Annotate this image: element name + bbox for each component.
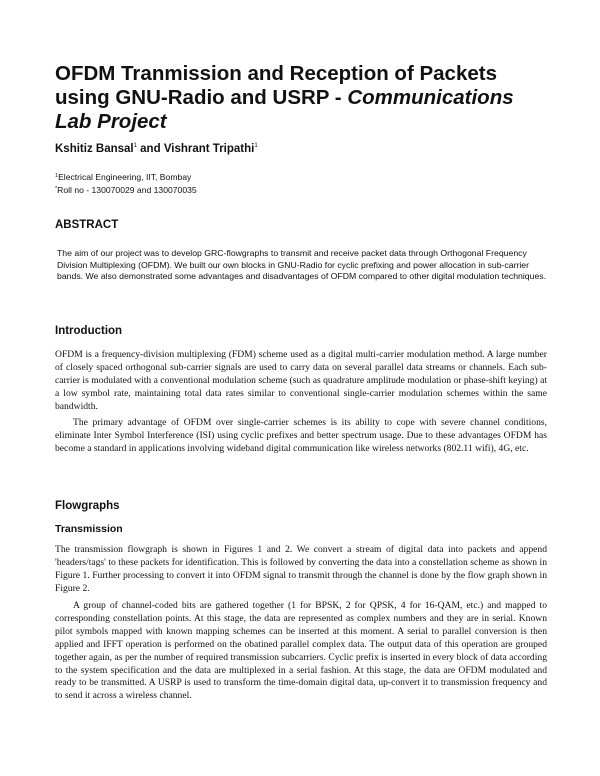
body-paragraph: A group of channel-coded bits are gathered together (1 for BPSK, 2 for QPSK, 4 for 16-QAM, etc.) and mapped to corresponding constellation points. At this stage, the data are represented as complex numbers and they are in serial. Known pilot symbols mapped with known mapping schemes can be inserted at this moment. A serial to parallel conversion is then applied and IFFT operation is performed on the obatined parallel complex data. The output data of this operation are grouped together again, as per the number of required transmission subcarriers. Cyclic prefix is inserted in every block of data according to the system specification and the data are multiplexed in a serial fashion. At this stage, the data are OFDM modulated and ready to be transmitted. A USRP is used to transform the time-domain digital data, up-convert it to transmission frequency and to send it across a wireless channel.: [55, 600, 547, 702]
title-italic: Communications Lab Project: [55, 86, 514, 133]
title-main: OFDM Tranmission and Reception of Packets using GNU-Radio and USRP -: [55, 62, 497, 109]
affiliations: [55, 171, 197, 196]
author-line: [55, 143, 258, 155]
affiliation-mark: *: [55, 185, 58, 192]
author-conjunction: and: [140, 143, 161, 155]
affiliation-text: Roll no - 130070029 and 130070035: [57, 184, 197, 195]
author-name: Kshitiz Bansal: [55, 143, 134, 155]
body-paragraph: The transmission flowgraph is shown in Figures 1 and 2. We convert a stream of digital data into packets and append 'headers/tags' to these packets for identification. This is followed by converting the data into a constellation scheme as shown in Figure 1. Further processing to convert it into OFDM signal to transmit through the channel is done by the flow graph shown in Figure 2.: [55, 544, 547, 594]
affiliation-text: Electrical Engineering, IIT, Bombay: [58, 172, 192, 182]
affiliation-line: [55, 171, 197, 184]
abstract-heading: ABSTRACT: [55, 219, 119, 231]
paper-title: [55, 62, 555, 134]
introduction-heading: Introduction: [55, 325, 123, 337]
affiliation-mark: 1: [55, 173, 59, 179]
affiliation-line: [55, 184, 197, 197]
author-affiliation-mark: 1: [254, 143, 258, 149]
body-paragraph: OFDM is a frequency-division multiplexing (FDM) scheme used as a digital multi-carrier modulation method. A large number of closely spaced orthogonal sub-carrier signals are used to carry data on several parallel data streams or channels. Each sub-carrier is modulated with a conventional modulation scheme (such as quadrature amplitude modulation or phase-shift keying) at a low symbol rate, maintaining total data rates similar to conventional single-carrier modulation schemes within the same bandwidth.: [55, 349, 547, 412]
body-paragraph: The primary advantage of OFDM over single-carrier schemes is its ability to cope with severe channel conditions, eliminate Inter Symbol Interference (ISI) using cyclic prefixes and better spectrum usage. Due to these advantages OFDM has become a standard in applications involving wideband digital communication like wireless networks (802.11 wifi), 4G, etc.: [55, 417, 547, 454]
abstract-body: The aim of our project was to develop GRC-flowgraphs to transmit and receive packet data through Orthogonal Frequency Division Multiplexing (OFDM). We built our own blocks in GNU-Radio for cyclic prefixing and power allocation in sub-carrier bands. We also demonstrated some advantages and disadvantages of OFDM compared to other digital modulation techniques.: [57, 248, 547, 282]
flowgraphs-heading: Flowgraphs: [55, 500, 120, 512]
author-name: Vishrant Tripathi: [163, 143, 255, 155]
author-affiliation-mark: 1: [133, 143, 137, 149]
transmission-heading: Transmission: [55, 523, 123, 535]
